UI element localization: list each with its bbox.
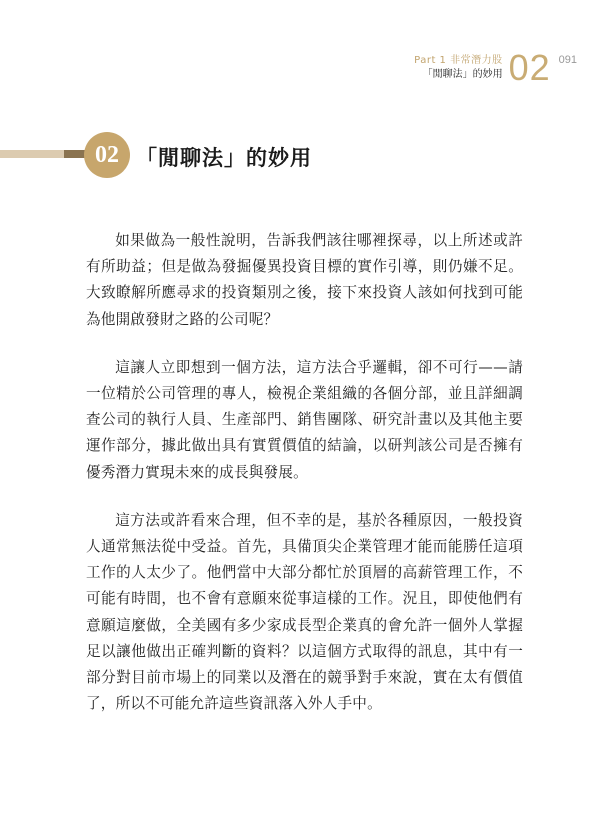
section-label: 「閒聊法」的妙用: [422, 69, 503, 80]
body-text: [86, 228, 523, 739]
paragraph: 這方法或許看來合理，但不幸的是，基於各種原因，一般投資人通常無法從中受益。首先，具備頂尖企業管理才能而能勝任這項工作的人太少了。他們當中大部分都忙於頂層的高薪管理工作，不可能有時間，也不會有意願來從事這樣的工作。況且，即使他們有意願這麼做，全美國有多少家成長型企業真的會允許一個外人掌握足以讓他做出正確判斷的資料？以這個方式取得的訊息，其中有一部分對目前市場上的同業以及潛在的競爭對手來說，實在太有價值了，所以不可能允許這些資訊落入外人手中。: [86, 511, 523, 713]
page-number: 091: [558, 54, 577, 66]
paragraph: 這讓人立即想到一個方法，這方法合乎邏輯，卻不可行——請一位精於公司管理的專人，檢視企業組織的各個分部，並且詳細調查公司的執行人員、生產部門、銷售團隊、研究計畫以及其他主要運作部分，據此做出具有實質價值的結論，以研判該公司是否擁有優秀潛力實現未來的成長與發展。: [86, 358, 523, 481]
header-chapter-number: 02: [508, 47, 551, 88]
chapter-title: 「閒聊法」的妙用: [136, 145, 312, 170]
chapter-number-badge: 02: [84, 132, 130, 178]
title-decor-bar-light: [0, 150, 64, 158]
paragraph: 如果做為一般性說明，告訴我們該往哪裡探尋，以上所述或許有所助益；但是做為發掘優異投資目標的實作引導，則仍嫌不足。大致瞭解所應尋求的投資類別之後，接下來投資人該如何找到可能為他開啟發財之路的公司呢？: [86, 232, 523, 328]
part-label: Part 1 非常潛力股: [414, 55, 503, 66]
running-header-text: [414, 55, 502, 81]
running-header: [414, 47, 577, 92]
